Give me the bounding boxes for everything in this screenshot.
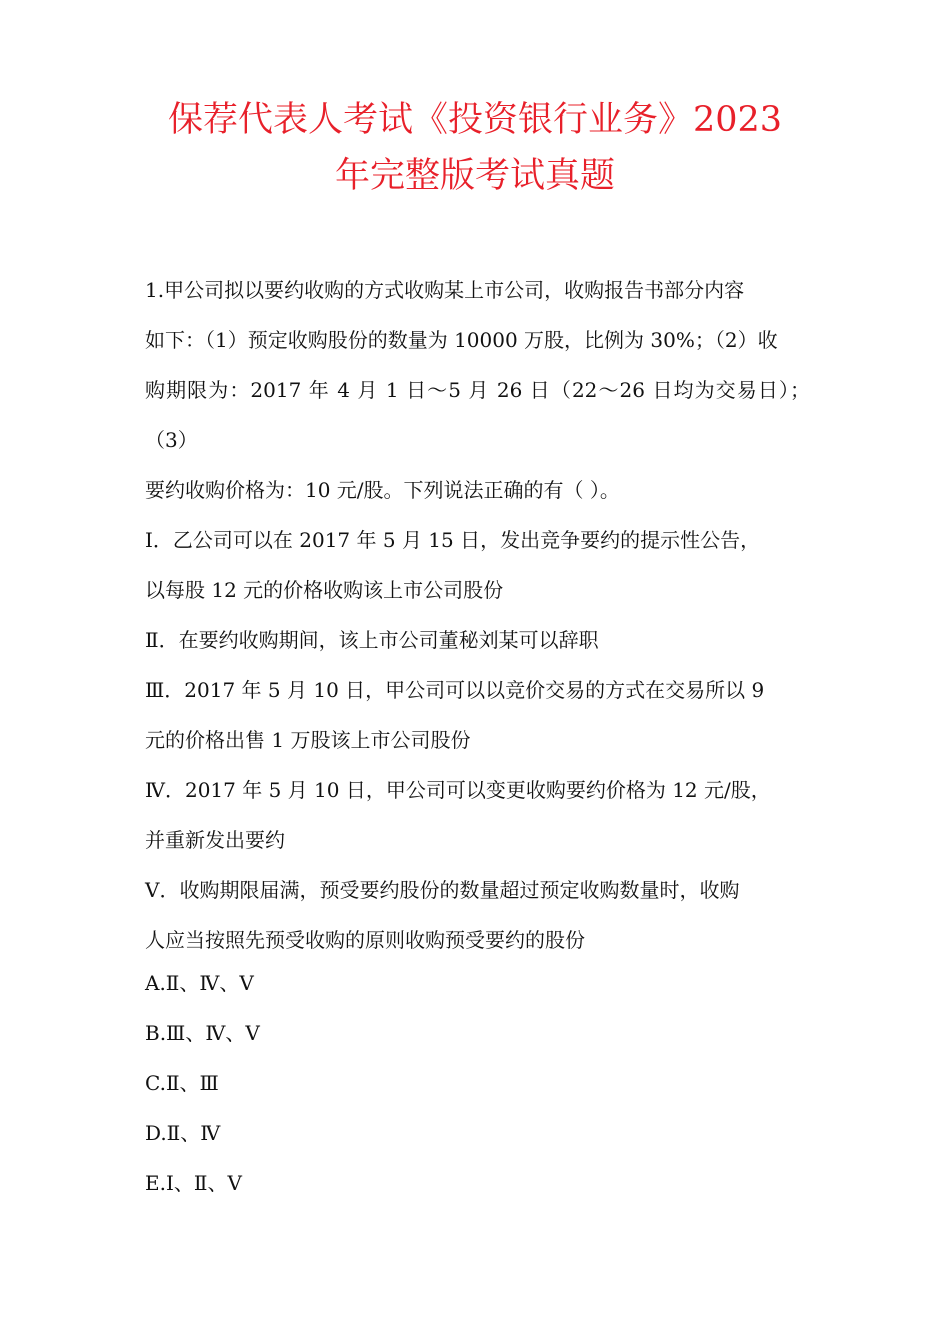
statement-i-line-2: 以每股 12 元的价格收购该上市公司股份 — [145, 578, 504, 602]
statement-iii-line-2: 元的价格出售 1 万股该上市公司股份 — [145, 728, 471, 752]
option-c: C.Ⅱ、Ⅲ — [145, 1071, 219, 1095]
statement-iv-line-1: Ⅳ．2017 年 5 月 10 日，甲公司可以变更收购要约价格为 12 元/股， — [145, 778, 771, 802]
statement-v-line-1: Ⅴ．收购期限届满，预受要约股份的数量超过预定收购数量时，收购 — [145, 878, 740, 902]
question-stem-line: 如下：（1）预定收购股份的数量为 10000 万股，比例为 30%；（2）收 — [145, 328, 778, 352]
option-d: D.Ⅱ、Ⅳ — [145, 1121, 221, 1145]
option-a: A.Ⅱ、Ⅳ、Ⅴ — [145, 971, 254, 995]
title-line-2: 年完整版考试真题 — [334, 156, 615, 196]
statement-i-line-1: Ⅰ．乙公司可以在 2017 年 5 月 15 日，发出竞争要约的提示性公告， — [145, 528, 761, 552]
question-stem-line: 购期限为：2017 年 4 月 1 日～5 月 26 日（22～26 日均为交易日）；（3） — [145, 378, 810, 452]
question-stem-line: 要约收购价格为：10 元/股。下列说法正确的有（ ）。 — [145, 478, 620, 502]
title-line-1: 保荐代表人考试《投资银行业务》2023 — [167, 100, 783, 140]
answer-options — [145, 958, 810, 1208]
statement-v-line-2: 人应当按照先预受收购的原则收购预受要约的股份 — [145, 928, 585, 952]
option-e: E.Ⅰ、Ⅱ、Ⅴ — [145, 1171, 242, 1195]
question-stem-line: 1.甲公司拟以要约收购的方式收购某上市公司，收购报告书部分内容 — [145, 278, 745, 302]
question-block — [145, 265, 810, 965]
document-title — [100, 92, 850, 204]
statement-iii-line-1: Ⅲ．2017 年 5 月 10 日，甲公司可以以竞价交易的方式在交易所以 9 — [145, 678, 765, 702]
statement-iv-line-2: 并重新发出要约 — [145, 828, 285, 852]
statement-ii-line-1: Ⅱ．在要约收购期间，该上市公司董秘刘某可以辞职 — [145, 628, 599, 652]
option-b: B.Ⅲ、Ⅳ、Ⅴ — [145, 1021, 260, 1045]
